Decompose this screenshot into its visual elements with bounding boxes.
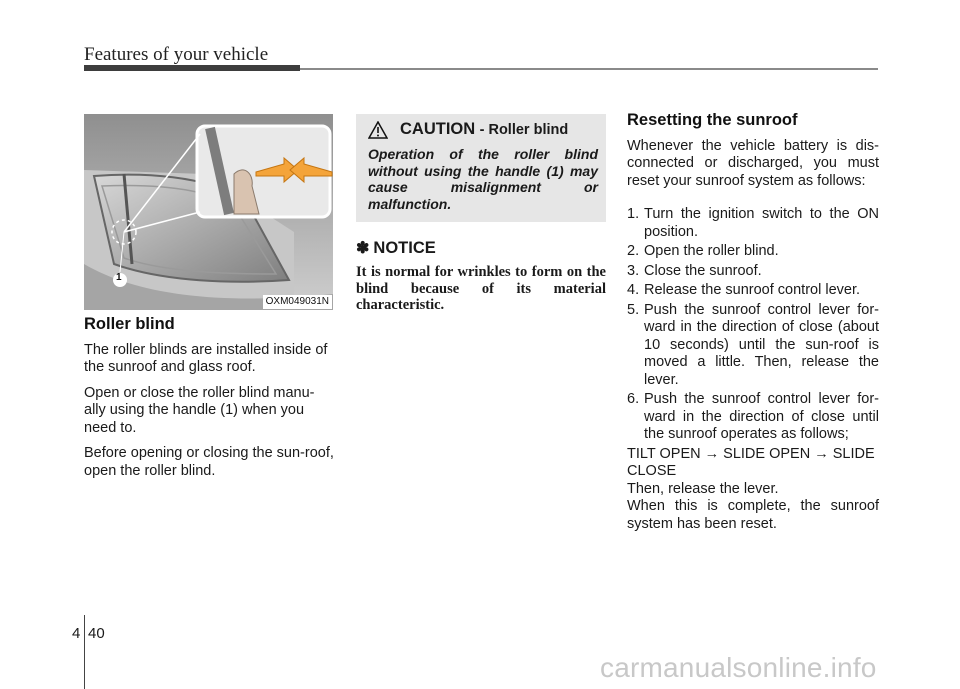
step-item: 6. Push the sunroof control lever for-ward in the direction of close until the sunroof operates as follows; [627,391,879,442]
warning-triangle-icon [368,121,388,139]
step-item: 2. Open the roller blind. [627,243,779,259]
roller-blind-heading: Roller blind [84,315,175,333]
chapter-number: 4 [72,625,81,642]
caution-box [356,114,606,222]
notice-section [356,238,606,314]
page-number: 40 [88,625,105,642]
caution-text: Operation of the roller blind without using the handle (1) may cause misalignment or malfunction. [368,146,598,212]
watermark: carmanualsonline.info [600,652,877,683]
caution-subtitle: - Roller blind [479,121,569,138]
header-bar-dark [84,65,300,71]
roller-blind-paragraph-2: Open or close the roller blind manu-ally using the handle (1) when you need to. [84,384,315,436]
header-bar-light [300,68,878,70]
release-instruction: Then, release the lever. [627,480,779,497]
step-item: 4. Release the sunroof control lever. [627,282,861,298]
notice-star-icon: ✽ [356,240,370,257]
resetting-heading: Resetting the sunroof [627,111,798,129]
page-header-title: Features of your vehicle [84,44,269,65]
notice-text: It is normal for wrinkles to form on the blind because of its material characteristic. [356,264,606,313]
notice-title: NOTICE [373,238,436,257]
sunroof-sequence: TILT OPEN → SLIDE OPEN → SLIDE CLOSE [627,445,875,479]
footer-divider [84,615,85,689]
roller-blind-paragraph-3: Before opening or closing the sun-roof, open the roller blind. [84,445,334,479]
roller-blind-paragraph-1: The roller blinds are installed inside of the sunroof and glass roof. [84,341,328,375]
resetting-section [627,112,879,533]
resetting-steps [627,206,879,444]
completion-note: When this is complete, the sunroof system has been reset. [627,498,879,532]
resetting-intro: Whenever the vehicle battery is dis-connected or discharged, you must reset your sunroof system as follows: [627,137,879,189]
figure-callout-number: 1 [116,272,122,283]
roller-blind-section [84,316,334,480]
step-item: 3. Close the sunroof. [627,262,762,279]
roller-blind-figure [84,114,333,310]
figure-code: OXM049031N [263,295,332,309]
step-item: 5. Push the sunroof control lever for-ward in the direction of close (about 10 seconds) until the sun-roof is moved a little. Then, release the lever. [627,301,879,388]
caution-title: CAUTION [400,120,476,138]
step-item: 1. Turn the ignition switch to the ON position. [627,206,879,240]
